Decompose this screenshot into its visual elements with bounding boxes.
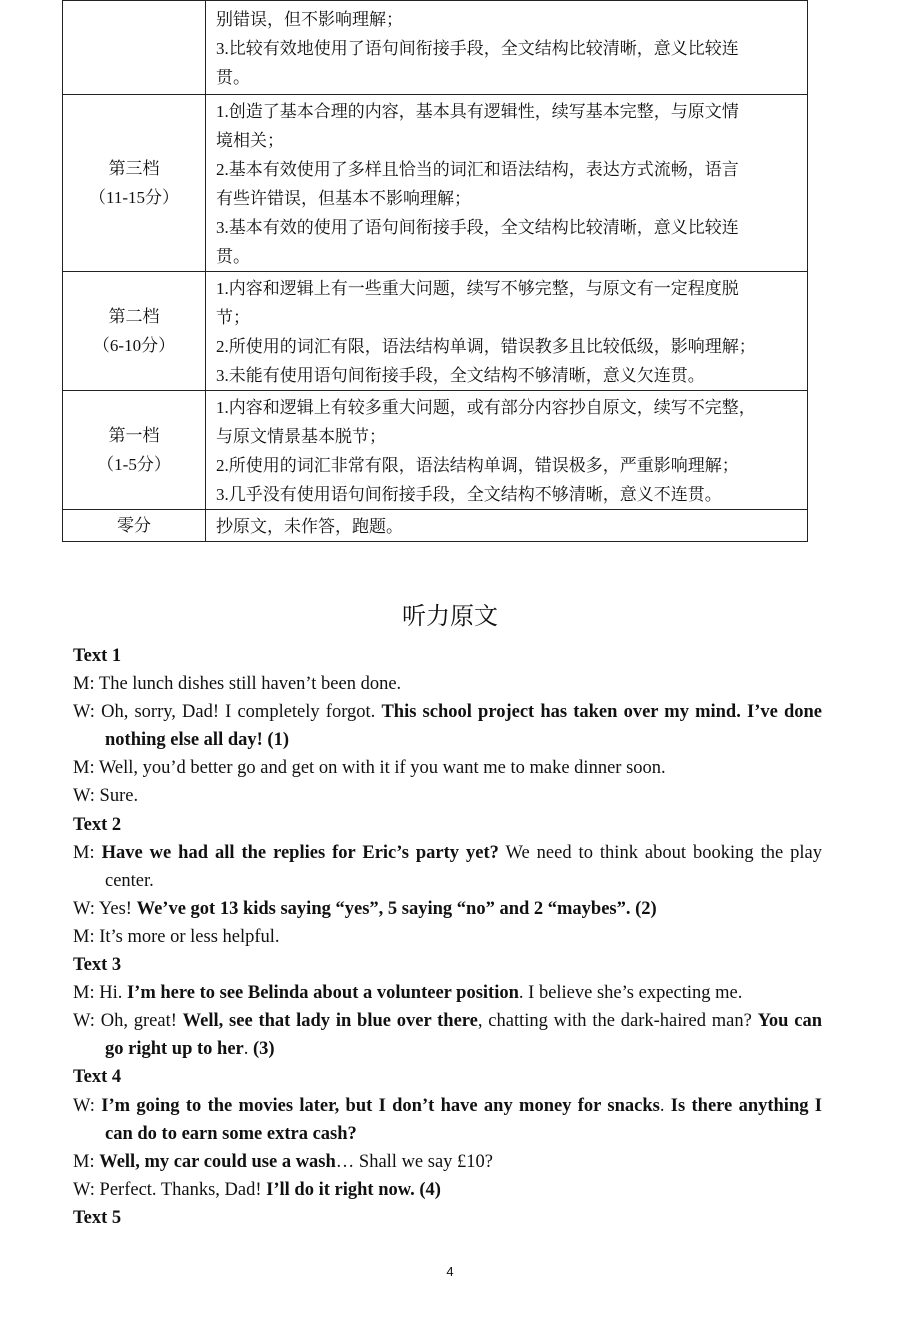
dialogue-line [73,670,822,698]
key-answer-text: I’m here to see Belinda about a volunteer position [126,983,519,1004]
speaker-label: M: [73,842,95,863]
speaker-label: M: [73,926,95,947]
dialogue-line [73,1007,822,1063]
grade-name: 第二档 [108,307,160,326]
score-range: （6-10分） [92,336,176,355]
criteria-line: 有些许错误，但基本不影响理解； [216,189,471,208]
dialogue-text: Well, you’d better go and get on with it if you want me to make dinner soon. [98,758,666,779]
key-answer-text: Well, my car could use a wash [99,1151,336,1172]
grade-name: 第三档 [108,159,160,178]
page-number: 4 [446,1264,454,1279]
text-heading: Text 5 [73,1207,122,1228]
text-heading: Text 2 [73,814,122,835]
criteria-line: 3.未能有使用语句间衔接手段，全文结构不够清晰，意义欠连贯。 [216,366,705,385]
criteria-line: 2.基本有效使用了多样且恰当的词汇和语法结构，表达方式流畅，语言 [216,160,739,179]
speaker-label: W: [73,1179,95,1200]
criteria-line: 贯。 [216,247,250,266]
criteria-cell [206,95,808,272]
dialogue-text: Sure. [99,786,139,807]
score-range: （1-5分） [97,455,171,474]
dialogue-line [73,1092,822,1148]
dialogue-text: We need to think about booking the play center. [105,842,822,891]
grade-cell [63,391,206,510]
speaker-label: M: [73,983,95,1004]
grade-cell [63,272,206,391]
criteria-line: 3.基本有效的使用了语句间衔接手段，全文结构比较清晰，意义比较连 [216,218,739,237]
dialogue-text: Perfect. Thanks, Dad! [99,1179,267,1200]
key-answer-text: Is there anything I can do to earn some extra cash? [105,1095,823,1144]
rubric-table-body [63,1,808,542]
speaker-label: W: [73,1011,95,1032]
score-range: （11-15分） [88,188,180,207]
speaker-label: W: [73,898,95,919]
dialogue-text: Oh, great! [100,1011,183,1032]
listening-transcript [73,642,822,1232]
rubric-table [62,0,808,542]
dialogue-line [73,895,822,923]
criteria-cell [206,272,808,391]
criteria-line: 2.所使用的词汇非常有限，语法结构单调，错误极多，严重影响理解； [216,456,739,475]
dialogue-text: … Shall we say £10? [335,1151,494,1172]
speaker-label: W: [73,786,95,807]
criteria-line: 境相关； [216,131,284,150]
rubric-row [63,95,808,272]
speaker-label: M: [73,674,95,695]
speaker-label: M: [73,1151,95,1172]
dialogue-line [73,979,822,1007]
criteria-line: 3.几乎没有使用语句间衔接手段，全文结构不够清晰，意义不连贯。 [216,485,722,504]
criteria-cell [206,391,808,510]
text-heading: Text 1 [73,646,122,666]
criteria-line: 1.内容和逻辑上有较多重大问题，或有部分内容抄自原文，续写不完整， [216,398,756,417]
dialogue-text: , chatting with the dark-haired man? [477,1011,758,1032]
dialogue-text: The lunch dishes still haven’t been done. [98,674,402,695]
criteria-line: 3.比较有效地使用了语句间衔接手段，全文结构比较清晰，意义比较连 [216,39,739,58]
dialogue-text: It’s more or less helpful. [99,926,280,947]
key-answer-text: You can go right up to her [105,1011,823,1060]
criteria-line: 与原文情景基本脱节； [216,427,386,446]
speaker-label: M: [73,758,95,779]
rubric-table-container [62,0,808,542]
rubric-row [63,391,808,510]
criteria-line: 1.内容和逻辑上有一些重大问题，续写不够完整，与原文有一定程度脱 [216,279,739,298]
dialogue-line [73,754,822,782]
rubric-row [63,1,808,95]
criteria-cell [206,1,808,95]
grade-name: 零分 [117,516,151,535]
key-answer-text: I’ll do it right now. (4) [266,1179,441,1200]
grade-name: 第一档 [108,426,160,445]
key-answer-text: Well, see that lady in blue over there [182,1011,478,1032]
key-answer-text: (3) [253,1039,275,1060]
key-answer-text: We’ve got 13 kids saying “yes”, 5 saying “no” and 2 “maybes”. (2) [136,898,657,919]
dialogue-text: . [659,1095,671,1116]
key-answer-text: I’m going to the movies later, but I don’t have any money for snacks [101,1095,660,1116]
text-heading: Text 3 [73,955,122,976]
dialogue-text: . [243,1039,253,1060]
criteria-line: 别错误，但不影响理解； [216,10,403,29]
rubric-row [63,272,808,391]
criteria-line: 节； [216,308,250,327]
dialogue-text: Hi. [99,983,127,1004]
dialogue-text: Yes! [98,898,137,919]
criteria-line: 抄原文，未作答，跑题。 [216,517,403,536]
dialogue-line [73,1176,822,1204]
criteria-line: 2.所使用的词汇有限，语法结构单调，错误教多且比较低级，影响理解； [216,337,756,356]
grade-cell [63,1,206,95]
grade-cell [63,95,206,272]
key-answer-text: Have we had all the replies for Eric’s party yet? [101,842,499,863]
grade-cell [63,510,206,542]
rubric-row [63,510,808,542]
dialogue-line [73,839,822,895]
speaker-label: W: [73,702,95,723]
dialogue-line [73,923,822,951]
dialogue-line [73,698,822,754]
dialogue-line [73,782,822,810]
key-answer-text: This school project has taken over my mind. I’ve done nothing else all day! (1) [105,702,822,751]
criteria-line: 贯。 [216,68,250,87]
criteria-cell [206,510,808,542]
section-title: 听力原文 [402,604,498,630]
dialogue-text: . I believe she’s expecting me. [518,983,743,1004]
dialogue-line [73,1148,822,1176]
dialogue-text: Oh, sorry, Dad! I completely forgot. [101,702,382,723]
criteria-line: 1.创造了基本合理的内容，基本具有逻辑性，续写基本完整，与原文情 [216,102,739,121]
text-heading: Text 4 [73,1067,122,1088]
speaker-label: W: [73,1095,95,1116]
